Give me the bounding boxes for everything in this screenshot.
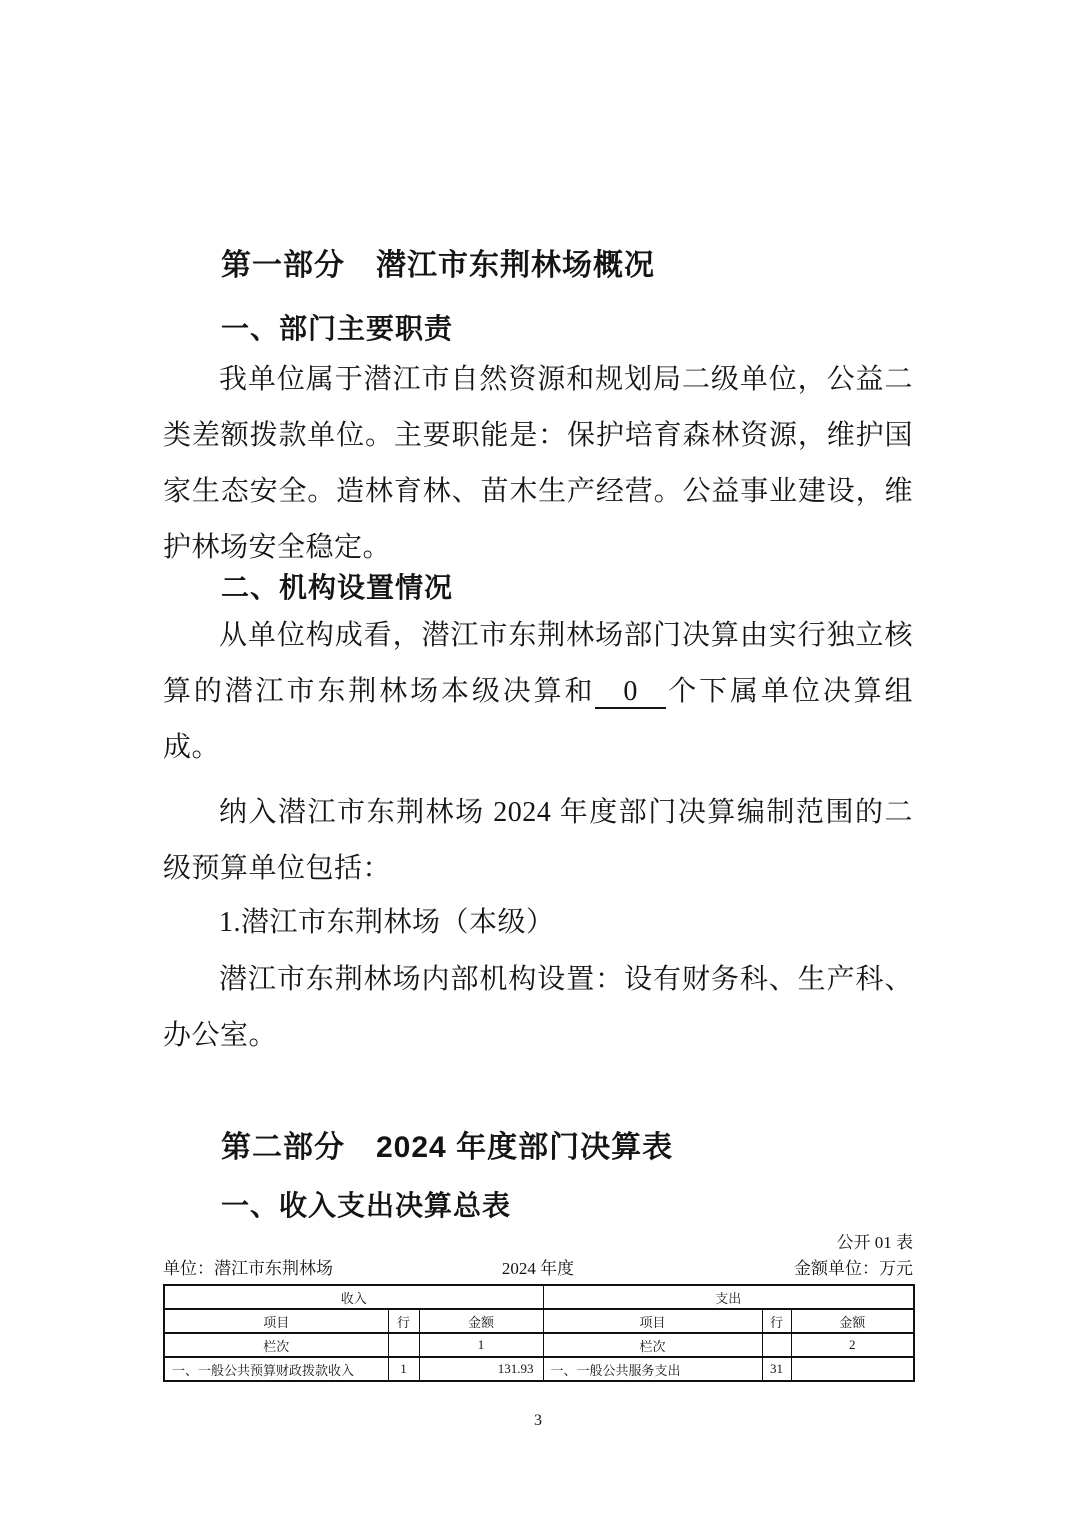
expense-index-empty-cell — [762, 1333, 791, 1357]
table-meta-period: 2024 年度 — [501, 1259, 575, 1278]
part1-section2-paragraph1 — [163, 608, 913, 776]
expense-group-header-cell: 支出 — [543, 1285, 914, 1309]
income-item-cell: 一、一般公共预算财政拨款收入 — [164, 1357, 388, 1381]
table-data-row — [164, 1357, 914, 1381]
page-number: 3 — [534, 1412, 542, 1429]
table-meta-amount-unit: 金额单位：万元 — [794, 1259, 913, 1278]
subordinate-unit-count-blank: 0 — [595, 676, 666, 709]
paragraph1-text-after-blank: 个下属单位决算组成。 — [163, 676, 913, 763]
part1-section2-heading: 二、机构设置情况 — [221, 572, 454, 603]
expense-index-label-cell: 栏次 — [543, 1333, 762, 1357]
table-meta-line — [163, 1257, 913, 1281]
income-amount-header-cell: 金额 — [419, 1309, 543, 1333]
table-column-index-row — [164, 1333, 914, 1357]
part1-section1-heading: 一、部门主要职责 — [221, 313, 454, 344]
expense-amount-cell — [791, 1357, 914, 1381]
income-expense-summary-table — [163, 1284, 915, 1382]
part1-section1-paragraph: 我单位属于潜江市自然资源和规划局二级单位，公益二类差额拨款单位。主要职能是：保护培育森林资源，维护国家生态安全。造林育林、苗木生产经营。公益事业建设，维护林场安全稳定。 — [163, 364, 913, 563]
expense-index-number-cell: 2 — [791, 1333, 914, 1357]
expense-line-cell: 31 — [762, 1357, 791, 1381]
expense-item-cell: 一、一般公共服务支出 — [543, 1357, 762, 1381]
income-index-empty-cell — [388, 1333, 419, 1357]
income-expense-table-wrapper — [163, 1284, 913, 1382]
table-column-header-row — [164, 1309, 914, 1333]
income-index-label-cell: 栏次 — [164, 1333, 388, 1357]
income-group-header-cell: 收入 — [164, 1285, 543, 1309]
expense-item-header-cell: 项目 — [543, 1309, 762, 1333]
income-line-header-cell: 行 — [388, 1309, 419, 1333]
part1-section2-list-item1: 1.潜江市东荆林场（本级） — [219, 907, 555, 938]
expense-line-header-cell: 行 — [762, 1309, 791, 1333]
income-item-header-cell: 项目 — [164, 1309, 388, 1333]
part1-section2-paragraph3: 潜江市东荆林场内部机构设置：设有财务科、生产科、办公室。 — [163, 964, 913, 1051]
part2-title: 第二部分 2024 年度部门决算表 — [221, 1131, 674, 1164]
table-public-label: 公开 01 表 — [836, 1233, 913, 1252]
part1-section2-paragraph2: 纳入潜江市东荆林场 2024 年度部门决算编制范围的二级预算单位包括： — [163, 797, 913, 884]
table-group-header-row — [164, 1285, 914, 1309]
table-meta-unit: 单位：潜江市东荆林场 — [163, 1259, 333, 1278]
part2-section1-heading: 一、收入支出决算总表 — [221, 1190, 512, 1221]
income-index-number-cell: 1 — [419, 1333, 543, 1357]
paragraph1-text-before-blank: 从单位构成看，潜江市东荆林场部门决算由实行独立核算的潜江市东荆林场本级决算和 — [163, 620, 913, 707]
part1-title: 第一部分 潜江市东荆林场概况 — [221, 249, 655, 282]
expense-amount-header-cell: 金额 — [791, 1309, 914, 1333]
income-amount-cell: 131.93 — [419, 1357, 543, 1381]
income-line-cell: 1 — [388, 1357, 419, 1381]
